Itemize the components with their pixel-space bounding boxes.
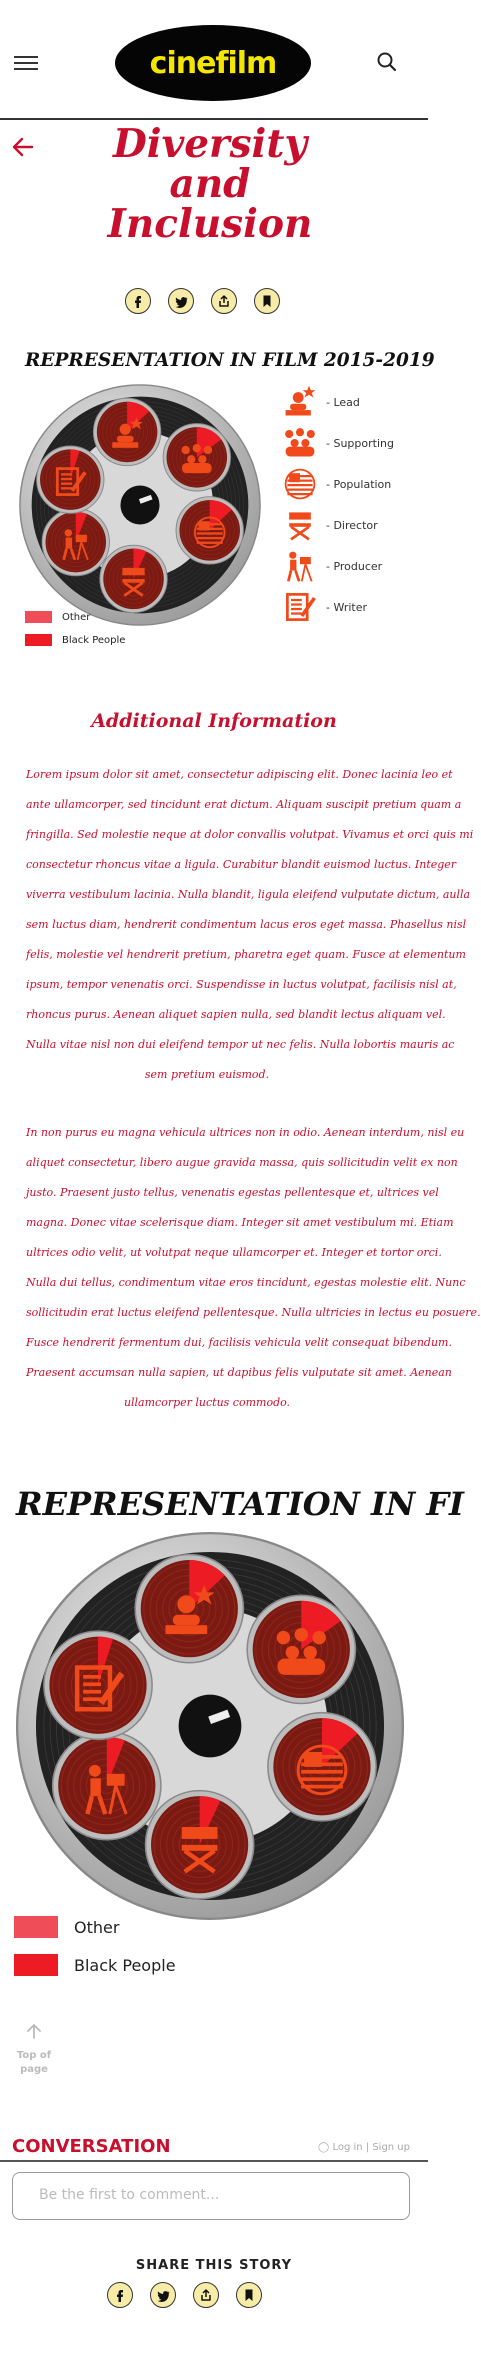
user-icon: ◯ [318, 2142, 330, 2153]
twitter-icon [174, 294, 188, 308]
share-share-button[interactable] [193, 2282, 219, 2308]
legend-swatch-other [14, 1916, 58, 1938]
site-header [0, 0, 428, 120]
key-item [280, 507, 378, 543]
pie-supporting [247, 1595, 355, 1703]
bookmark-share-button[interactable] [236, 2282, 262, 2308]
paragraph-line: ipsum, tempor venenatis orci. Suspendisse in luctus volutpat, facilisis nisl at, [26, 978, 457, 991]
director-chair-icon [280, 507, 320, 543]
paragraph-line: Praesent accumsan nulla sapien, ut dapibus felis vulputate sit amet. Aenean [26, 1366, 452, 1379]
pie-producer [42, 508, 109, 575]
facebook-icon [131, 294, 145, 308]
search-icon[interactable] [376, 51, 398, 73]
key-label: - Producer [326, 559, 383, 573]
logo-text: cinefilm [149, 45, 277, 81]
facebook-share-button[interactable] [107, 2282, 133, 2308]
legend-swatch-other [25, 611, 52, 623]
film-reel-chart [18, 383, 262, 627]
legend-label: Other [74, 1917, 120, 1937]
twitter-icon [156, 2288, 170, 2302]
paragraph-line: ullamcorper luctus commodo. [123, 1396, 291, 1409]
lead-actor-icon [280, 384, 320, 420]
pie-population [268, 1713, 376, 1821]
paragraph-line: Nulla vitae nisl non dui eleifend tempor ut nec felis. Nulla lobortis mauris ac [26, 1038, 455, 1051]
bookmark-icon [242, 2288, 256, 2302]
paragraph-line: sollicitudin erat luctus eleifend pellentesque. Nulla ultricies in lectus eu posuere. [26, 1306, 481, 1319]
paragraph-line: ultrices odio velit, ut volutpat neque ullamcorper et. Integer et tortor orci. [26, 1246, 442, 1259]
pie-writer [44, 1631, 152, 1739]
writer-notepad-icon [280, 589, 320, 625]
bookmark-share-button[interactable] [254, 288, 280, 314]
legend-label: Other [62, 611, 91, 623]
chart-title: REPRESENTATION IN FI [16, 1485, 465, 1523]
legend-swatch-black-people [14, 1954, 58, 1976]
conversation-heading: CONVERSATION [12, 2136, 171, 2157]
pie-director [146, 1791, 254, 1899]
share-toolbar-bottom [107, 2282, 262, 2308]
key-item [280, 548, 382, 584]
paragraph-line: fringilla. Sed molestie neque at dolor convallis volutpat. Vivamus et orci quis mi [26, 828, 474, 841]
legend-item-other [14, 1916, 119, 1938]
legend-item-other [25, 611, 90, 623]
twitter-share-button[interactable] [150, 2282, 176, 2308]
up-arrow-icon [25, 2022, 43, 2040]
population-flag-icon [280, 466, 320, 502]
pie-writer [37, 446, 104, 513]
reel-spindle [120, 485, 159, 524]
pie-supporting [163, 424, 230, 491]
film-reel-chart [14, 1530, 406, 1922]
share-toolbar-top [125, 288, 280, 314]
key-item [280, 384, 360, 420]
paragraph-line: Fusce hendrerit fermentum dui, facilisis vehicula velit consequat bibendum. [26, 1336, 452, 1349]
paragraph-line: viverra vestibulum lacinia. Nulla blandit, ligula eleifend vulputate dictum, aulla [26, 888, 471, 901]
page-title [60, 121, 360, 247]
pie-lead [93, 398, 160, 465]
legend-item-black-people [14, 1954, 176, 1976]
key-item [280, 425, 394, 461]
login-signup-link[interactable] [318, 2142, 410, 2153]
facebook-share-button[interactable] [125, 288, 151, 314]
title-line: Inclusion [107, 201, 313, 247]
body-paragraph [26, 1118, 481, 1418]
paragraph-line: ante ullamcorper, sed tincidunt erat dictum. Aliquam suscipit pretium quam a [26, 798, 462, 811]
share-story-heading: SHARE THIS STORY [135, 2258, 293, 2273]
paragraph-line: sem pretium euismod. [144, 1068, 270, 1081]
key-item [280, 466, 391, 502]
key-label: - Supporting [326, 436, 394, 450]
cinefilm-logo[interactable] [115, 25, 311, 101]
back-arrow-icon[interactable] [10, 136, 36, 158]
key-label: - Population [326, 477, 392, 491]
paragraph-line: sem luctus diam, hendrerit condimentum lacus eros eget massa. Phasellus nisl [26, 918, 467, 931]
twitter-share-button[interactable] [168, 288, 194, 314]
body-paragraph [26, 760, 474, 1090]
top-of-page-link[interactable] [12, 2022, 56, 2077]
comment-input[interactable]: Be the first to comment... [12, 2172, 410, 2220]
paragraph-line: rhoncus purus. Aenean aliquet sapien nulla, sed blandit lectus aliquam vel. [26, 1008, 446, 1021]
legend-item-black-people [25, 634, 125, 646]
paragraph-line: felis, molestie vel hendrerit pretium, pharetra eget quam. Fusce at elementum [26, 948, 466, 961]
title-line: Diversity [112, 121, 308, 167]
key-label: - Writer [326, 600, 368, 614]
share-share-button[interactable] [211, 288, 237, 314]
facebook-icon [113, 2288, 127, 2302]
pie-producer [53, 1731, 161, 1839]
paragraph-line: Nulla dui tellus, condimentum vitae eros tincidunt, egestas molestie elit. Nunc [26, 1276, 466, 1289]
divider [0, 2160, 428, 2162]
hamburger-menu-icon[interactable] [14, 56, 38, 70]
legend-label: Black People [62, 634, 126, 646]
legend-label: Black People [74, 1955, 176, 1975]
key-item [280, 589, 367, 625]
reel-spindle [179, 1695, 242, 1758]
paragraph-line: Lorem ipsum dolor sit amet, consectetur adipiscing elit. Donec lacinia leo et [26, 768, 453, 781]
paragraph-line: In non purus eu magna vehicula ultrices non in odio. Aenean interdum, nisl eu [26, 1126, 465, 1139]
paragraph-line: consectetur rhoncus vitae a ligula. Curabitur blandit euismod luctus. Integer [26, 858, 457, 871]
pie-population [176, 497, 243, 564]
paragraph-line: aliquet consectetur, libero augue gravida massa, quis sollicitudin velit ex non [26, 1156, 458, 1169]
top-of-page-label: Top of page [16, 2050, 52, 2075]
pie-lead [135, 1555, 243, 1663]
legend-swatch-black-people [25, 634, 52, 646]
chart-title: REPRESENTATION IN FILM 2015-2019 [25, 350, 435, 371]
title-line: and [169, 161, 251, 207]
section-heading: Additional Information [91, 710, 337, 732]
share-icon [199, 2288, 213, 2302]
share-icon [217, 294, 231, 308]
key-label: - Lead [326, 395, 360, 409]
supporting-cast-icon [280, 425, 320, 461]
bookmark-icon [260, 294, 274, 308]
paragraph-line: justo. Praesent justo tellus, venenatis egestas pellentesque et, ultrices vel [26, 1186, 439, 1199]
producer-camera-icon [280, 548, 320, 584]
key-label: - Director [326, 518, 378, 532]
paragraph-line: magna. Donec vitae scelerisque diam. Integer sit amet vestibulum mi. Etiam [26, 1216, 454, 1229]
pie-director [100, 545, 167, 612]
login-label: Log in | Sign up [332, 2142, 410, 2153]
